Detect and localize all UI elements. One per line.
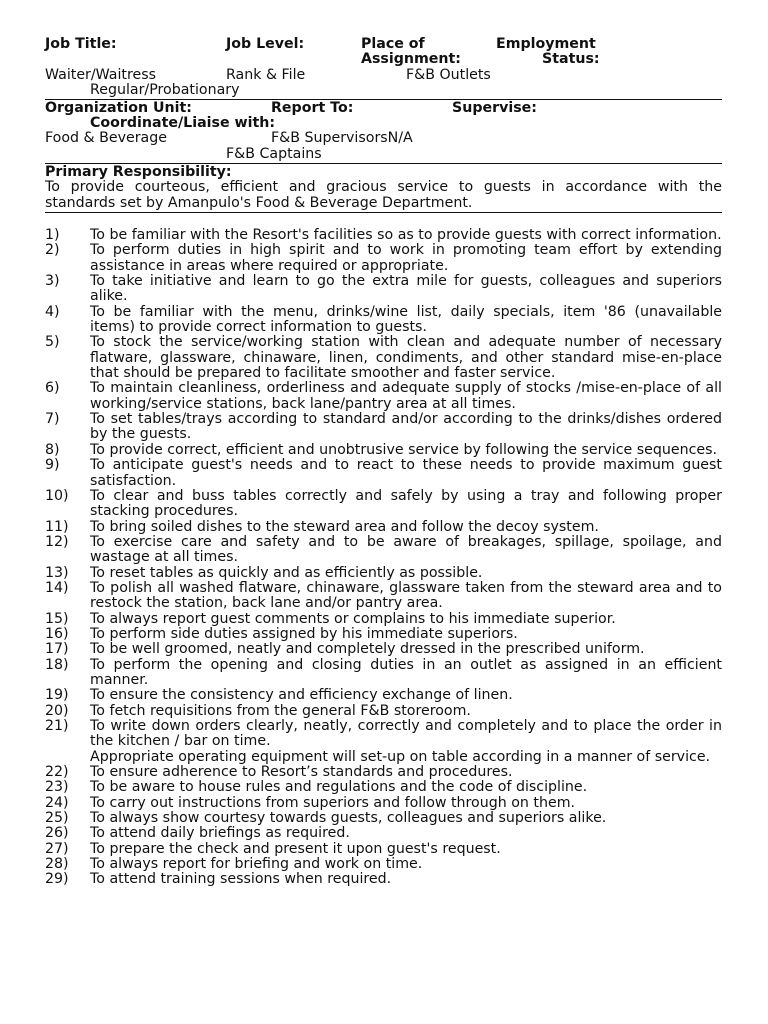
job-title-label: Job Title: — [45, 36, 117, 52]
list-item-number: 22) — [45, 764, 69, 781]
list-item-text: To attend training sessions when required. — [90, 871, 392, 888]
employment-status-label-line1: Employment — [496, 36, 596, 52]
report-to-label: Report To: — [271, 100, 354, 116]
list-item-text: To carry out instructions from superiors and follow through on them. — [90, 794, 576, 811]
list-item — [45, 872, 722, 887]
list-item-number: 5) — [45, 334, 60, 351]
list-item — [45, 780, 722, 795]
list-item-text: To be familiar with the menu, drinks/wine list, daily specials, item '86 (unavailable items) to provide correct information to guests. — [90, 303, 722, 336]
list-item — [45, 274, 722, 305]
coordinate-liaise-label: Coordinate/Liaise with: — [90, 115, 276, 131]
list-item-number: 10) — [45, 487, 69, 504]
list-item — [45, 305, 722, 336]
list-item-text: To write down orders clearly, neatly, correctly and completely and to place the order in the kitchen / bar on time. — [90, 718, 722, 750]
list-item-number: 15) — [45, 610, 69, 627]
list-item — [45, 535, 722, 566]
list-item-number: 25) — [45, 810, 69, 827]
primary-responsibility-text: To provide courteous, efficient and gracious service to guests in accordance with the standards set by Amanpulo's Food & Beverage Department. — [45, 179, 722, 211]
list-item-text: To always report for briefing and work on time. — [90, 856, 423, 873]
list-item — [45, 381, 722, 412]
list-item-text: To clear and buss tables correctly and safely by using a tray and following proper stacking procedures. — [90, 487, 722, 520]
list-item-number: 11) — [45, 518, 69, 535]
list-item-text: To bring soiled dishes to the steward area and follow the decoy system. — [90, 518, 599, 535]
list-item-text: To always show courtesy towards guests, colleagues and superiors alike. — [90, 810, 607, 827]
place-of-assignment-label-line1: Place of — [361, 36, 425, 52]
divider — [45, 212, 722, 213]
list-item-number: 13) — [45, 564, 69, 581]
list-item-text: To ensure adherence to Resort’s standards and procedures. — [90, 764, 513, 781]
list-item-text: To perform duties in high spirit and to work in promoting team effort by extending assistance in areas where required or appropriate. — [90, 242, 722, 274]
list-item-number: 27) — [45, 840, 69, 857]
list-item-text: To prepare the check and present it upon guest's request. — [90, 840, 501, 857]
list-item — [45, 520, 722, 535]
list-item-number: 14) — [45, 579, 69, 596]
list-item-number: 17) — [45, 641, 69, 658]
list-item-text: To take initiative and learn to go the extra mile for guests, colleagues and superiors alike. — [90, 273, 722, 305]
list-item-number: 6) — [45, 380, 60, 397]
list-item — [45, 842, 722, 857]
list-item-text: To ensure the consistency and efficiency exchange of linen. — [90, 687, 513, 704]
list-item — [45, 458, 722, 489]
organization-unit-label: Organization Unit: — [45, 100, 192, 116]
list-item-number: 4) — [45, 303, 60, 320]
list-item-number: 9) — [45, 457, 60, 474]
list-item — [45, 612, 722, 627]
organization-unit-value: Food & Beverage — [45, 130, 167, 146]
list-item — [45, 581, 722, 612]
list-item — [45, 335, 722, 381]
place-of-assignment-label-line2: Assignment: — [361, 51, 461, 67]
list-item-text: To perform side duties assigned by his immediate superiors. — [90, 625, 518, 642]
list-item — [45, 658, 722, 689]
list-item-number: 1) — [45, 227, 60, 243]
list-item-number: 20) — [45, 702, 69, 719]
list-item-number: 7) — [45, 411, 60, 428]
list-item — [45, 750, 722, 765]
list-item — [45, 566, 722, 581]
list-item — [45, 796, 722, 811]
list-item — [45, 627, 722, 642]
list-item — [45, 857, 722, 872]
list-item-number: 12) — [45, 533, 69, 550]
list-item-text: To always report guest comments or complains to his immediate superior. — [90, 610, 616, 627]
list-item — [45, 412, 722, 443]
job-title-value: Waiter/Waitress — [45, 67, 157, 83]
list-item-text: To be familiar with the Resort's facilities so as to provide guests with correct information. — [90, 227, 722, 243]
list-item-text: To perform the opening and closing duties in an outlet as assigned in an efficient manner. — [90, 656, 722, 688]
list-item — [45, 765, 722, 780]
list-item — [45, 719, 722, 750]
list-item-text: To maintain cleanliness, orderliness and adequate supply of stocks /mise-en-place of all working/service stations, back lane/pantry area at all times. — [90, 380, 722, 412]
job-level-value: Rank & File — [226, 67, 306, 83]
list-item — [45, 826, 722, 841]
list-item-text: To attend daily briefings as required. — [90, 825, 350, 842]
coordinate-liaise-value: F&B Captains — [226, 146, 322, 162]
list-item-number: 21) — [45, 718, 69, 734]
list-item-text: To set tables/trays according to standard and/or according to the drinks/dishes ordered by the guests. — [90, 411, 722, 443]
list-item-text: To exercise care and safety and to be aware of breakages, spillage, spoilage, and wastage at all times. — [90, 533, 722, 566]
list-item-number: 29) — [45, 871, 69, 888]
list-item — [45, 688, 722, 703]
list-item — [45, 228, 722, 243]
list-item-number: 3) — [45, 273, 60, 290]
list-item-text: To polish all washed flatware, chinaware, glassware taken from the steward area and to restock the station, back lane and/or pantry area. — [90, 579, 722, 612]
list-item-number: 8) — [45, 441, 60, 458]
primary-responsibility-label: Primary Responsibility: — [45, 164, 232, 180]
duties-list — [45, 228, 722, 888]
list-item-number: 28) — [45, 856, 69, 873]
list-item-number: 19) — [45, 687, 69, 704]
list-item-text: To reset tables as quickly and as efficiently as possible. — [90, 564, 483, 581]
list-item-number: 16) — [45, 625, 69, 642]
list-item-number: 2) — [45, 242, 60, 259]
list-item — [45, 243, 722, 274]
list-item-number: 18) — [45, 656, 69, 673]
list-item — [45, 704, 722, 719]
employment-status-value: Regular/Probationary — [90, 82, 240, 98]
list-item-text: To stock the service/working station with clean and adequate number of necessary flatware, glassware, chinaware, linen, condiments, and other standard mise-en-place that should be prepared to facilitate smoother and faster service. — [90, 334, 722, 382]
list-item-text: To be aware to house rules and regulations and the code of discipline. — [90, 779, 588, 796]
list-item-text: To anticipate guest's needs and to react to these needs to provide maximum guest satisfaction. — [90, 457, 722, 489]
place-of-assignment-value: F&B Outlets — [406, 67, 491, 83]
list-item — [45, 811, 722, 826]
report-to-value: F&B SupervisorsN/A — [271, 130, 413, 146]
list-item-text: To be well groomed, neatly and completely dressed in the prescribed uniform. — [90, 641, 645, 658]
employment-status-label-line2: Status: — [542, 51, 600, 67]
list-item-number: 26) — [45, 825, 69, 842]
list-item-number: 24) — [45, 794, 69, 811]
list-item — [45, 642, 722, 657]
list-item — [45, 489, 722, 520]
job-level-label: Job Level: — [226, 36, 305, 52]
list-item-text: To provide correct, efficient and unobtrusive service by following the service sequences. — [90, 441, 718, 458]
list-item-text: Appropriate operating equipment will set-up on table according in a manner of service. — [90, 748, 711, 765]
supervise-label: Supervise: — [452, 100, 537, 116]
list-item-number: 23) — [45, 779, 69, 796]
list-item-text: To fetch requisitions from the general F&B storeroom. — [90, 702, 471, 719]
list-item — [45, 443, 722, 458]
